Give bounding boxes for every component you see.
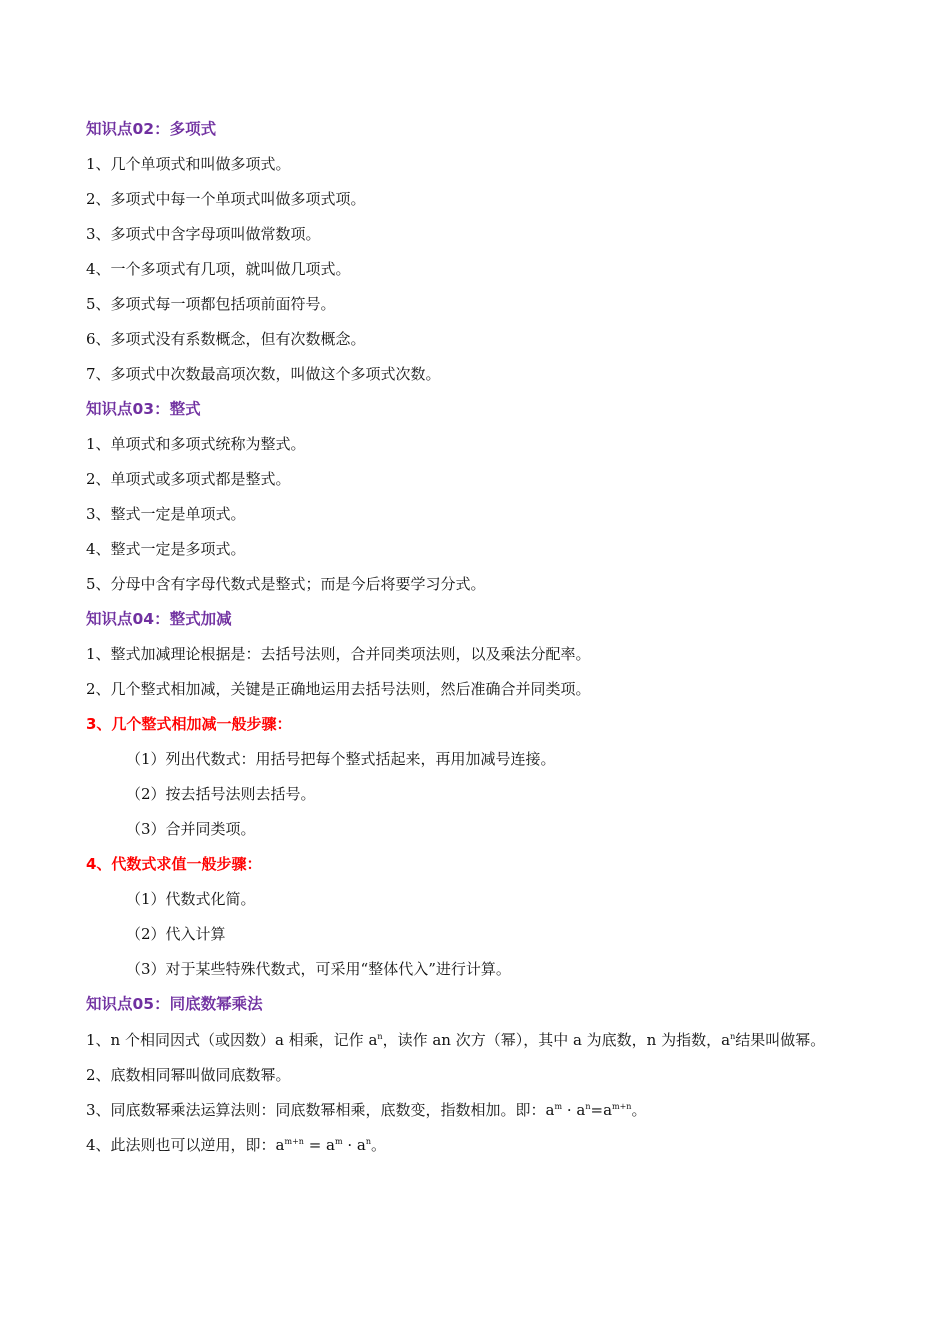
- list-item: 2、多项式中每一个单项式叫做多项式项。: [86, 190, 366, 208]
- text-run: 4、此法则也可以逆用，即：a: [86, 1136, 285, 1154]
- exponent: m: [335, 1137, 343, 1146]
- text-run: 1、n 个相同因式（或因数）a 相乘，记作 a: [86, 1031, 378, 1049]
- step-item: （2）代入计算: [126, 925, 226, 943]
- text-run: · a: [342, 1136, 366, 1154]
- list-item: 4、一个多项式有几项，就叫做几项式。: [86, 260, 351, 278]
- list-item: 5、多项式每一项都包括项前面符号。: [86, 295, 336, 313]
- step-item: （1）列出代数式：用括号把每个整式括起来，再用加减号连接。: [126, 750, 556, 768]
- section-heading-03: 知识点03：整式: [86, 400, 201, 418]
- list-item: 1、几个单项式和叫做多项式。: [86, 155, 291, 173]
- exponent: m+n: [284, 1137, 304, 1146]
- text-run: 。: [631, 1101, 647, 1119]
- list-item: 1、整式加减理论根据是：去括号法则，合并同类项法则，以及乘法分配率。: [86, 645, 591, 663]
- exponent: m: [554, 1102, 563, 1111]
- exponent: n: [365, 1137, 372, 1146]
- list-item: 1、单项式和多项式统称为整式。: [86, 435, 306, 453]
- section-heading-05: 知识点05：同底数幂乘法: [86, 995, 263, 1013]
- step-item: （1）代数式化简。: [126, 890, 256, 908]
- text-run: 结果叫做幂。: [735, 1031, 826, 1049]
- list-item: 3、多项式中含字母项叫做常数项。: [86, 225, 321, 243]
- list-item: 3、整式一定是单项式。: [86, 505, 246, 523]
- text-run: 3、同底数幂乘法运算法则：同底数幂相乘，底数变，指数相加。即：a: [86, 1101, 555, 1119]
- eval-steps-heading: 4、代数式求值一般步骤：: [86, 855, 262, 873]
- text-run: =a: [590, 1101, 613, 1119]
- list-item-multiplication-rule: [86, 1093, 866, 1128]
- document-content: [86, 112, 866, 1163]
- text-run: ，读作 an 次方（幂），其中 a 为底数，n 为指数，a: [382, 1031, 731, 1049]
- step-item: （2）按去括号法则去括号。: [126, 785, 316, 803]
- list-item-reverse-rule: [86, 1128, 866, 1163]
- text-run: = a: [303, 1136, 336, 1154]
- list-item: 7、多项式中次数最高项次数，叫做这个多项式次数。: [86, 365, 441, 383]
- exponent: n: [585, 1102, 591, 1111]
- section-heading-02: 知识点02：多项式: [86, 120, 217, 138]
- exponent: n: [377, 1032, 383, 1041]
- exponent: m+n: [612, 1102, 632, 1111]
- list-item: 2、几个整式相加减，关键是正确地运用去括号法则，然后准确合并同类项。: [86, 680, 591, 698]
- list-item: 6、多项式没有系数概念，但有次数概念。: [86, 330, 366, 348]
- list-item: 4、整式一定是多项式。: [86, 540, 246, 558]
- list-item: 2、单项式或多项式都是整式。: [86, 470, 291, 488]
- step-item: （3）合并同类项。: [126, 820, 256, 838]
- list-item: 2、底数相同幂叫做同底数幂。: [86, 1066, 291, 1084]
- exponent: n: [730, 1032, 736, 1041]
- list-item-power-definition: [86, 1022, 866, 1058]
- steps-heading: 3、几个整式相加减一般步骤：: [86, 715, 292, 733]
- step-item: （3）对于某些特殊代数式，可采用“整体代入”进行计算。: [126, 960, 511, 978]
- list-item: 5、分母中含有字母代数式是整式；而是今后将要学习分式。: [86, 575, 486, 593]
- text-run: · a: [562, 1101, 586, 1119]
- section-heading-04: 知识点04：整式加减: [86, 610, 232, 628]
- text-run: 。: [371, 1136, 387, 1154]
